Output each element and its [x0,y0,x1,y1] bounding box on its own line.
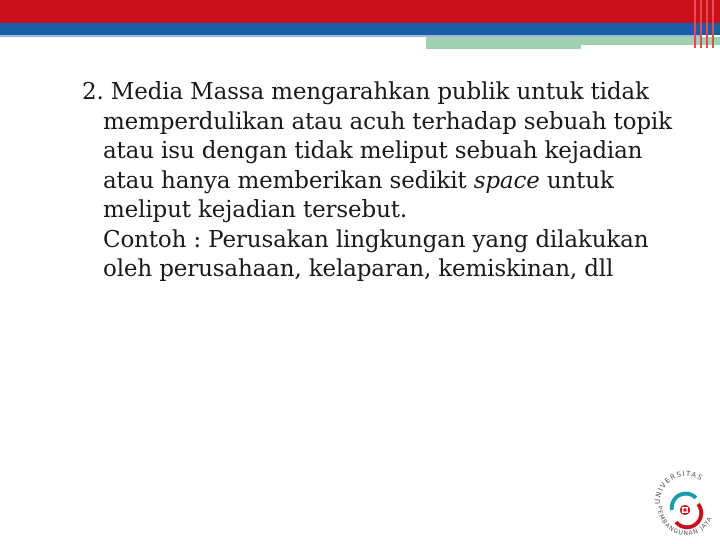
university-logo [648,460,720,540]
header-right-stripes [692,0,720,48]
emphasis-space: space [473,167,540,194]
header-green-bar-short [426,45,581,49]
header-green-bar [426,37,720,45]
slide-body [82,78,692,285]
paragraph-text: 2. Media Massa mengarahkan publik untuk tidak memperdulikan atau acuh terhadap sebuah topik atau isu dengan tidak meliput sebuah kejadian atau hanya memberikan sedikit [82,79,672,194]
example-text: Contoh : Perusakan lingkungan yang dilakukan oleh perusahaan, kelaparan, kemiskinan, dll [103,226,649,282]
paragraph-text-end: untuk meliput kejadian tersebut. [103,167,614,223]
logo-emblem-icon [672,494,701,528]
logo-text-bottom: PEMBANGUNAN JAYA [655,505,714,538]
header-red-stripe [0,0,720,23]
logo-text-top: UNIVERSITAS [653,469,705,505]
header-blue-stripe [0,23,720,35]
body-paragraph [82,78,692,285]
svg-text:UNIVERSITAS [654,470,705,504]
header-band [0,0,720,60]
